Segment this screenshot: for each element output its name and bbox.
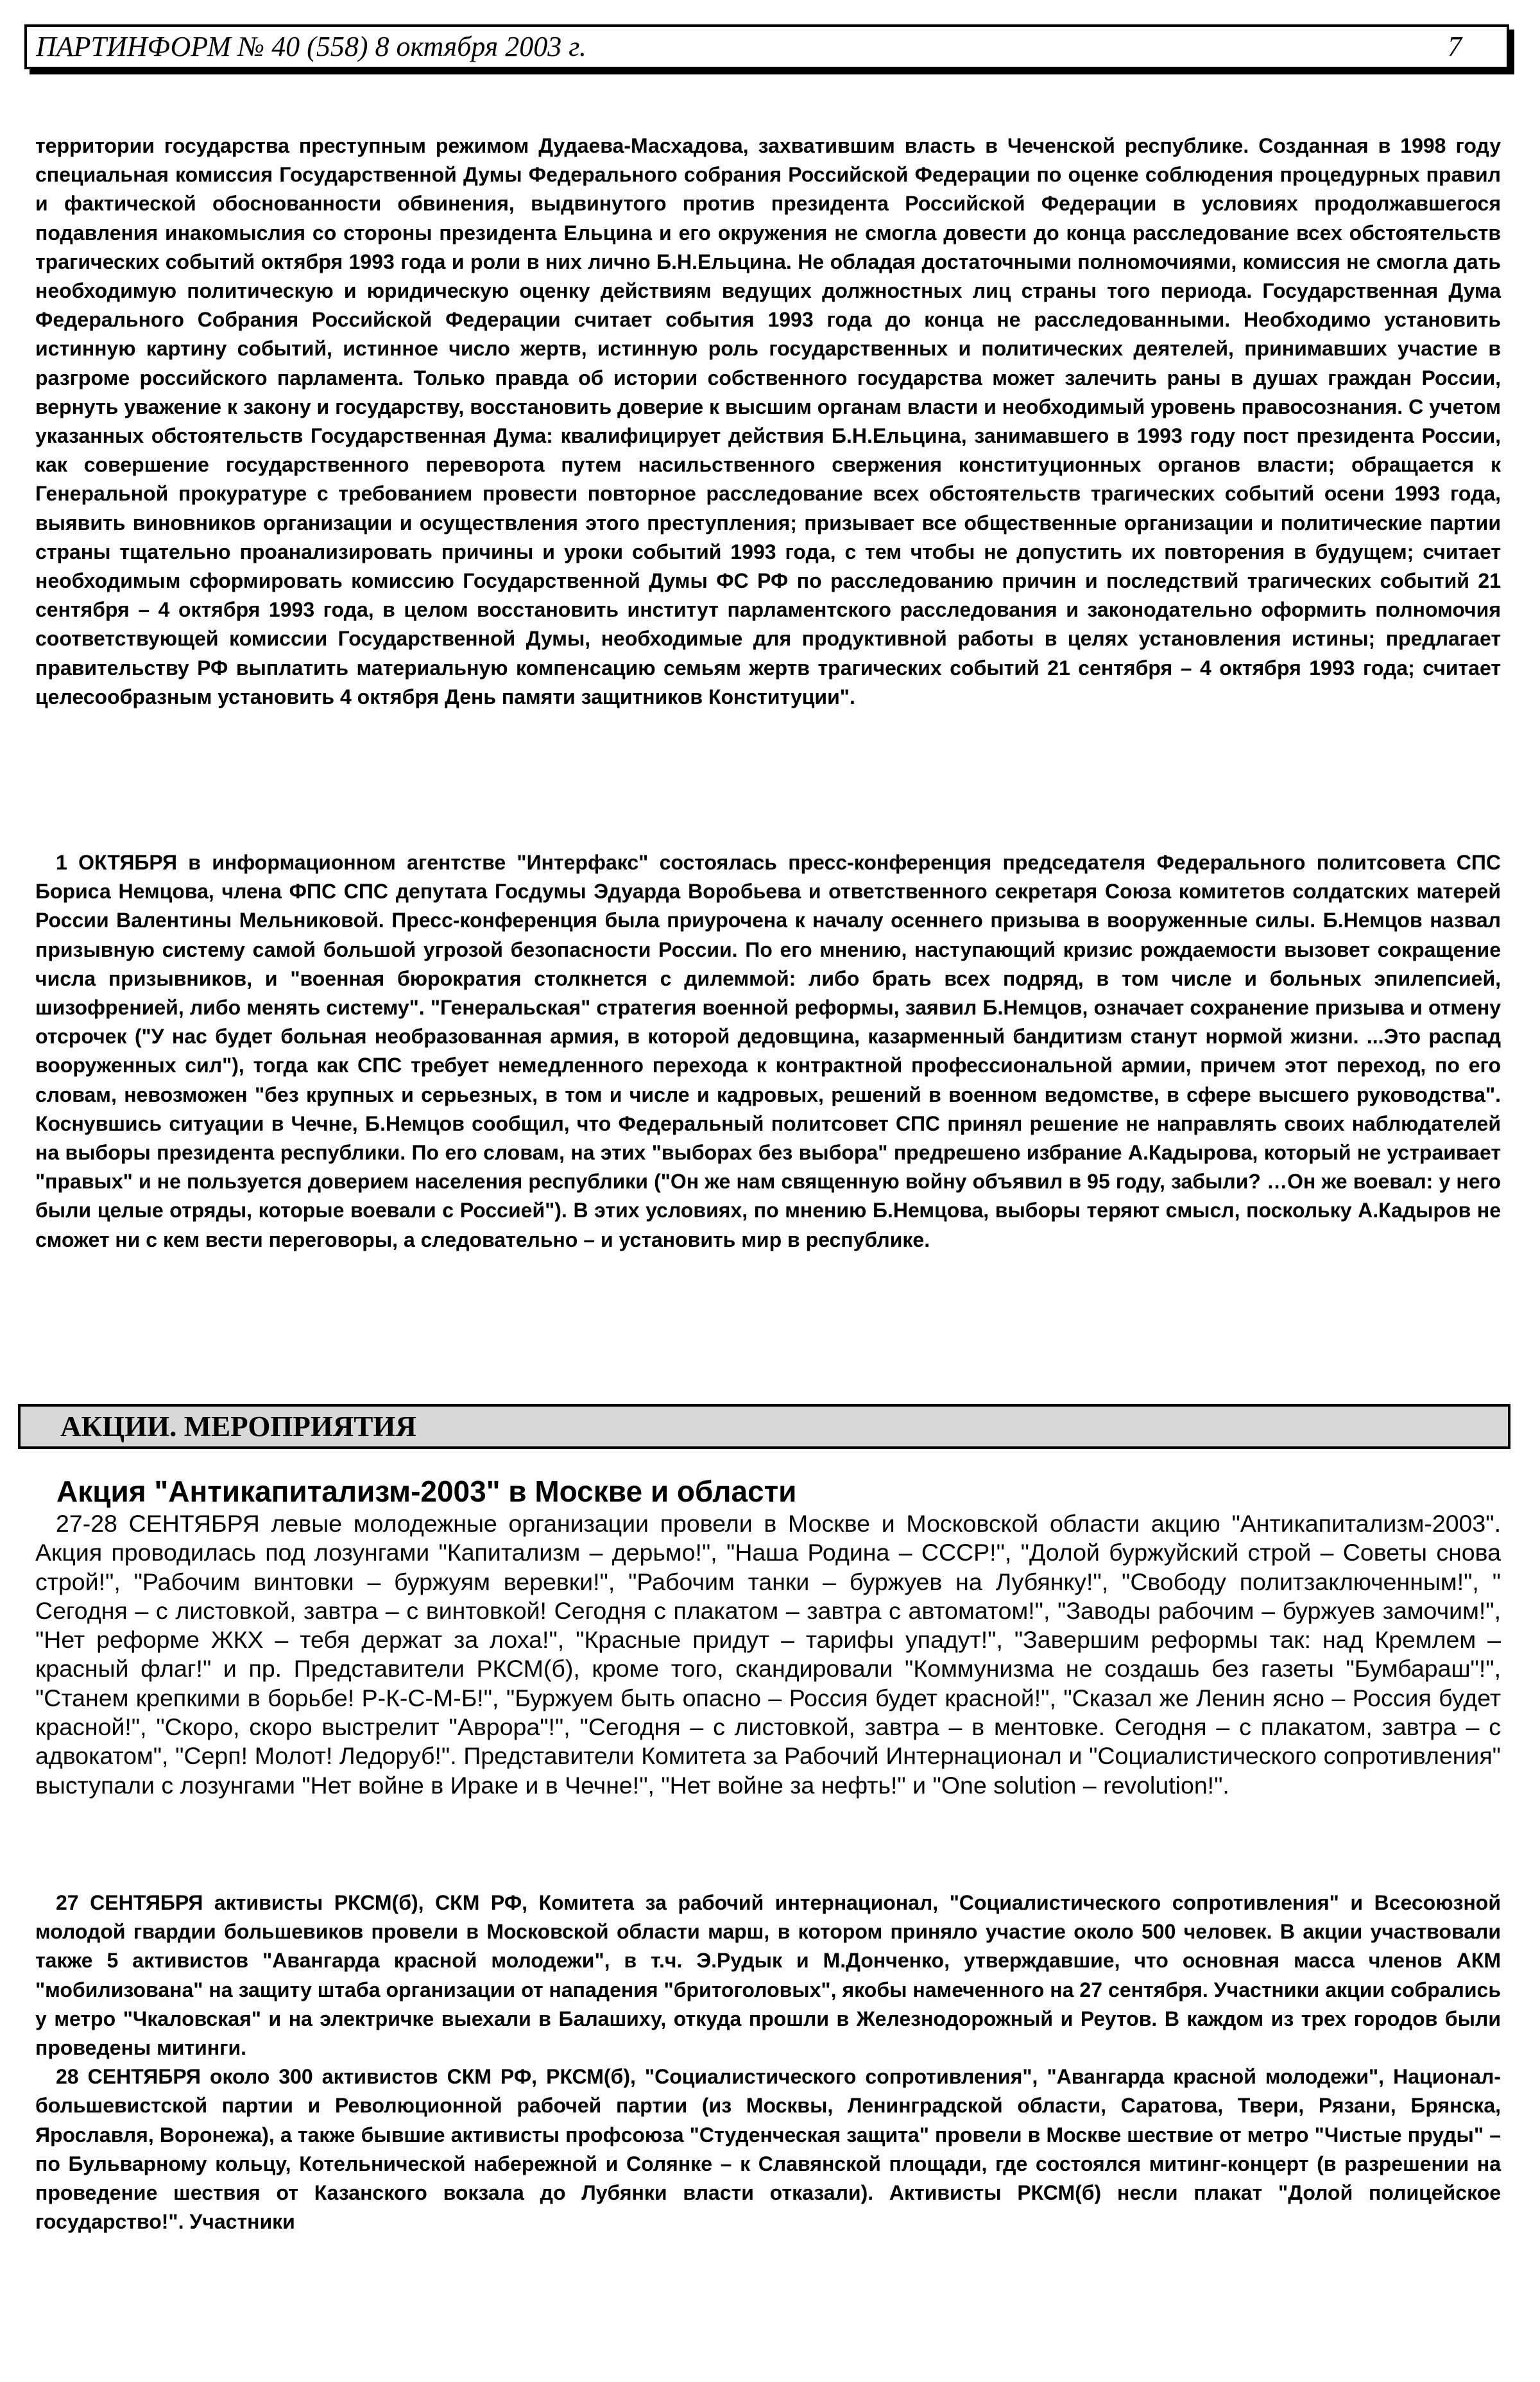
article-dumа-resolution (35, 132, 1501, 712)
article-nemtsov-press-conference (35, 848, 1501, 1255)
article-anticapitalism-intro (35, 1509, 1501, 1800)
article-paragraph (35, 1889, 1501, 2062)
page-header (24, 24, 1509, 69)
section-title: АКЦИИ. МЕРОПРИЯТИЯ (60, 1410, 416, 1443)
paragraph-text: около 300 активистов СКМ РФ, РКСМ(б), "Социалистического сопротивления", "Авангарда красной молодежи", Национал-большевистской партии и Революционной рабочей партии (из Москвы, Ленинградской области, Саратова, Твери, Рязани, Брянска, Ярославля, Воронежа), а также бывшие активисты профсоюза "Студенческая защита" провели в Москве шествие от метро "Чистые пруды" – по Бульварному кольцу, Котельнической набережной и Солянке – к Славянской площади, где состоялся митинг-концерт (в разрешении на проведение шествия от Казанского вокзала до Лубянки власти отказали). Активисты РКСМ(б) несли плакат "Долой полицейское государство!". Участники (35, 2065, 1502, 2234)
date-lead: 28 СЕНТЯБРЯ (56, 2065, 201, 2089)
page-number: 7 (1448, 31, 1462, 62)
section-heading (18, 1404, 1510, 1449)
article-paragraph (35, 2062, 1501, 2236)
article-anticapitalism-events (35, 1889, 1501, 2236)
article-paragraph: территории государства преступным режимом Дудаева-Масхадова, захватившим власть в Чеченской республике. Созданная в 1998 году специальная комиссия Государственной Думы Федерального собрания Российской Федерации по оценке соблюдения процедурных правил и фактической обоснованности обвинения, выдвинутого против президента Российской Федерации в условиях продолжавшегося подавления инакомыслия со стороны президента Ельцина и его окружения не смогла довести до конца расследование всех обстоятельств трагических событий октября 1993 года и роли в них лично Б.Н.Ельцина. Не обладая достаточными полномочиями, комиссия не смогла дать необходимую политическую и юридическую оценку действиям ведущих должностных лиц страны того периода. Государственная Дума Федерального Собрания Российской Федерации считает события 1993 года до конца не расследованными. Необходимо установить истинную картину событий, истинное число жертв, истинную роль государственных и политических деятелей, принимавших участие в разгроме российского парламента. Только правда об истории собственного государства может залечить раны в душах граждан России, вернуть уважение к закону и государству, восстановить доверие к высшим органам власти и необходимый уровень правосознания. С учетом указанных обстоятельств Государственная Дума: квалифицирует действия Б.Н.Ельцина, занимавшего в 1993 году пост президента России, как совершение государственного переворота путем насильственного свержения конституционных органов власти; обращается к Генеральной прокуратуре с требованием провести повторное расследование всех обстоятельств трагических событий осени 1993 года, выявить виновников организации и осуществления этого преступления; призывает все общественные организации и политические партии страны тщательно проанализировать причины и уроки событий 1993 года, с тем чтобы не допустить их повторения в будущем; считает необходимым сформировать комиссию Государственной Думы ФС РФ по расследованию причин и последствий трагических событий 21 сентября – 4 октября 1993 года, в целом восстановить институт парламентского расследования и законодательно оформить полномочия соответствующей комиссии Государственной Думы, необходимые для продуктивной работы в целях установления истины; предлагает правительству РФ выплатить материальную компенсацию семьям жертв трагических событий 21 сентября – 4 октября 1993 года; считает целесообразным установить 4 октября День памяти защитников Конституции". (35, 134, 1501, 708)
date-lead: 27 СЕНТЯБРЯ (56, 1891, 203, 1914)
article-title: Акция "Антикапитализм-2003" в Москве и области (56, 1475, 797, 1508)
publication-title: ПАРТИНФОРМ № 40 (558) 8 октября 2003 г. (36, 31, 586, 62)
article-paragraph: 27-28 СЕНТЯБРЯ левые молодежные организации провели в Москве и Московской области акцию "Антикапитализм-2003". Акция проводилась под лозунгами "Капитализм – дерьмо!", "Наша Родина – СССР!", "Долой буржуйский строй – Советы снова строй!", "Рабочим винтовки – буржуям веревки!", "Рабочим танки – буржуев на Лубянку!", "Свободу политзаключенным!", " Сегодня – с листовкой, завтра – с винтовкой! Сегодня с плакатом – завтра с автоматом!", "Заводы рабочим – буржуев замочим!", "Нет реформе ЖКХ – тебя держат за лоха!", "Красные придут – тарифы упадут!", "Завершим реформы так: над Кремлем – красный флаг!" и пр. Представители РКСМ(б), кроме того, скандировали "Коммунизма не создашь без газеты "Бумбараш"!", "Станем крепкими в борьбе! Р-К-С-М-Б!", "Буржуем быть опасно – Россия будет красной!", "Сказал же Ленин ясно – Россия будет красной!", "Скоро, скоро выстрелит "Аврора"!", "Сегодня – с листовкой, завтра – в ментовке. Сегодня – с плакатом, завтра – с адвокатом", "Серп! Молот! Ледоруб!". Представители Комитета за Рабочий Интернационал и "Социалистического сопротивления" выступали с лозунгами "Нет войне в Ираке и в Чечне!", "Нет войне за нефть!" и "One solution – revolution!". (35, 1510, 1501, 1799)
paragraph-text: активисты РКСМ(б), СКМ РФ, Комитета за рабочий интернационал, "Социалистического сопротивления" и Всесоюзной молодой гвардии большевиков провели в Московской области марш, в котором приняло участие около 500 человек. В акции участвовали также 5 активистов "Авангарда красной молодежи", в т.ч. Э.Рудык и М.Донченко, утверждавшие, что основная масса членов АКМ "мобилизована" на защиту штаба организации от нападения "бритоголовых", якобы намеченного на 27 сентября. Участники акции собрались у метро "Чкаловская" и на электричке выехали в Балашиху, откуда прошли в Железнодорожный и Реутов. В каждом из трех городов были проведены митинги. (35, 1891, 1502, 2060)
article-paragraph: 1 ОКТЯБРЯ в информационном агентстве "Интерфакс" состоялась пресс-конференция председателя Федерального политсовета СПС Бориса Немцова, члена ФПС СПС депутата Госдумы Эдуарда Воробьева и ответственного секретаря Союза комитетов солдатских матерей России Валентины Мельниковой. Пресс-конференция была приурочена к началу осеннего призыва в вооруженные силы. Б.Немцов назвал призывную систему самой большой угрозой безопасности России. По его мнению, наступающий кризис рождаемости вызовет сокращение числа призывников, и "военная бюрократия столкнется с дилеммой: либо брать всех подряд, в том числе и больных эпилепсией, шизофренией, либо менять систему". "Генеральская" стратегия военной реформы, заявил Б.Немцов, означает сохранение призыва и отмену отсрочек ("У нас будет больная необразованная армия, в которой дедовщина, казарменный бандитизм станут нормой жизни. ...Это распад вооруженных сил"), тогда как СПС требует немедленного перехода к контрактной профессиональной армии, причем этот переход, по его словам, невозможен "без крупных и серьезных, в том и числе и кадровых, решений в военном ведомстве, в сфере высшего руководства". Коснувшись ситуации в Чечне, Б.Немцов сообщил, что Федеральный политсовет СПС принял решение не направлять своих наблюдателей на выборы президента республики. По его словам, на этих "выборах без выбора" предрешено избрание А.Кадырова, который не устраивает "правых" и не пользуется доверием населения республики ("Он же нам священную войну объявил в 95 году, забыли? …Он же воевал: у него были целые отряды, которые воевали с Россией"). В этих условиях, по мнению Б.Немцова, выборы теряют смысл, поскольку А.Кадыров не сможет ни с кем вести переговоры, а следовательно – и установить мир в республике. (35, 851, 1501, 1251)
